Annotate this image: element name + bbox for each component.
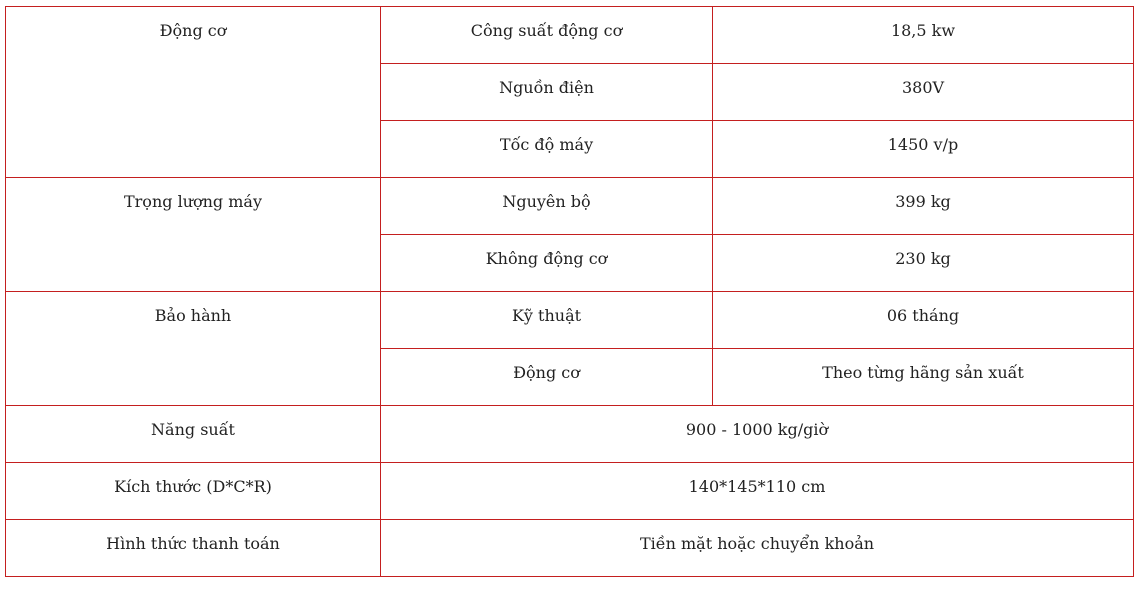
table-row bbox=[6, 463, 1134, 520]
group-label-engine: Động cơ bbox=[6, 7, 381, 178]
spec-name: Tốc độ máy bbox=[381, 121, 713, 178]
table-row bbox=[6, 178, 1134, 235]
row-value-dimensions: 140*145*110 cm bbox=[381, 463, 1134, 520]
spec-value: 380V bbox=[713, 64, 1134, 121]
spec-table bbox=[5, 6, 1134, 577]
row-label-dimensions: Kích thước (D*C*R) bbox=[6, 463, 381, 520]
table-row bbox=[6, 7, 1134, 64]
table-row bbox=[6, 520, 1134, 577]
spec-name: Kỹ thuật bbox=[381, 292, 713, 349]
spec-value: 1450 v/p bbox=[713, 121, 1134, 178]
spec-value: Theo từng hãng sản xuất bbox=[713, 349, 1134, 406]
row-value-payment: Tiền mặt hoặc chuyển khoản bbox=[381, 520, 1134, 577]
spec-name: Nguyên bộ bbox=[381, 178, 713, 235]
spec-value: 399 kg bbox=[713, 178, 1134, 235]
row-value-capacity: 900 - 1000 kg/giờ bbox=[381, 406, 1134, 463]
group-label-warranty: Bảo hành bbox=[6, 292, 381, 406]
spec-value: 230 kg bbox=[713, 235, 1134, 292]
row-label-payment: Hình thức thanh toán bbox=[6, 520, 381, 577]
spec-name: Động cơ bbox=[381, 349, 713, 406]
group-label-weight: Trọng lượng máy bbox=[6, 178, 381, 292]
spec-name: Công suất động cơ bbox=[381, 7, 713, 64]
row-label-capacity: Năng suất bbox=[6, 406, 381, 463]
table-row bbox=[6, 292, 1134, 349]
spec-value: 06 tháng bbox=[713, 292, 1134, 349]
table-row bbox=[6, 406, 1134, 463]
spec-name: Nguồn điện bbox=[381, 64, 713, 121]
spec-name: Không động cơ bbox=[381, 235, 713, 292]
spec-value: 18,5 kw bbox=[713, 7, 1134, 64]
